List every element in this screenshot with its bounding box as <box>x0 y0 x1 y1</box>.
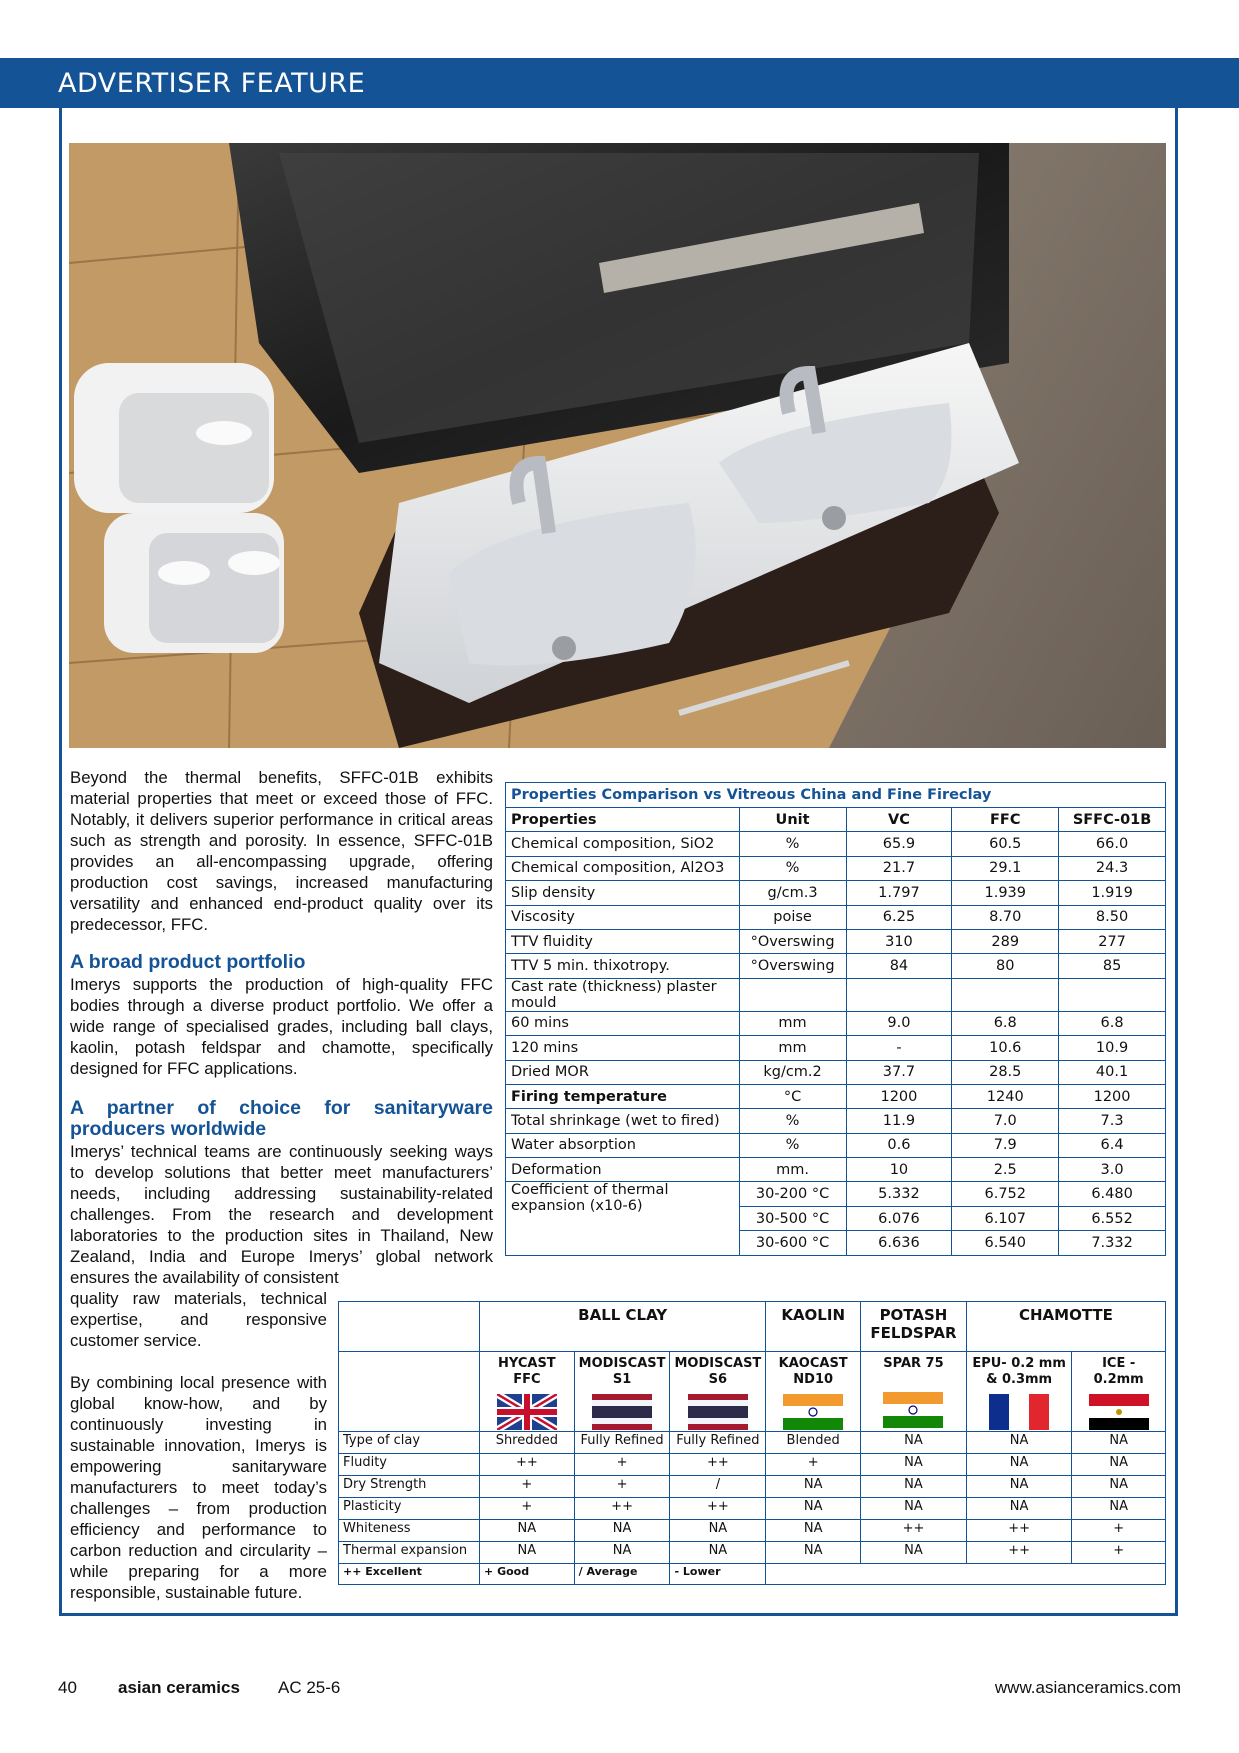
rating-cell: ++ <box>670 1498 766 1520</box>
property-value: % <box>739 1109 846 1133</box>
rating-cell: NA <box>480 1542 575 1564</box>
property-value <box>952 978 1059 1011</box>
legend-item: / Average <box>574 1564 670 1585</box>
table-row <box>506 978 1166 1011</box>
group-header: KAOLIN <box>766 1302 861 1352</box>
rating-cell: + <box>574 1454 670 1476</box>
product-name: HYCAST FFC <box>498 1356 556 1387</box>
property-value: 7.9 <box>952 1133 1059 1157</box>
group-header-row <box>339 1302 1166 1352</box>
property-value: 6.752 <box>952 1182 1059 1206</box>
egypt-flag-icon <box>1089 1394 1149 1430</box>
table-row <box>506 1133 1166 1157</box>
rating-cell: Shredded <box>480 1432 575 1454</box>
property-name: 60 mins <box>506 1011 740 1035</box>
india-flag-icon <box>883 1392 943 1428</box>
rating-cell: NA <box>1072 1432 1166 1454</box>
property-value: 1.797 <box>846 881 952 905</box>
property-value: °C <box>739 1084 846 1108</box>
property-value: 1.919 <box>1059 881 1166 905</box>
property-name: Chemical composition, SiO2 <box>506 832 740 856</box>
property-value: °Overswing <box>739 929 846 953</box>
rating-cell: ++ <box>861 1520 967 1542</box>
property-value: 9.0 <box>846 1011 952 1035</box>
row-label: Plasticity <box>339 1498 480 1520</box>
france-flag-icon <box>989 1394 1049 1430</box>
property-value: % <box>739 856 846 880</box>
product-cell <box>861 1352 967 1432</box>
table-row <box>506 954 1166 978</box>
rating-cell: NA <box>1072 1498 1166 1520</box>
property-value: 21.7 <box>846 856 952 880</box>
property-name: Coefficient of thermal expansion (x10-6) <box>506 1182 740 1255</box>
rating-cell: ++ <box>480 1454 575 1476</box>
property-value: 8.70 <box>952 905 1059 929</box>
property-value: 30-500 °C <box>739 1206 846 1230</box>
raw-materials-table <box>338 1301 1166 1585</box>
property-value: 29.1 <box>952 856 1059 880</box>
property-value: 6.25 <box>846 905 952 929</box>
product-name: ICE - 0.2mm <box>1093 1356 1144 1387</box>
property-value: 6.540 <box>952 1231 1059 1255</box>
rating-cell: + <box>480 1476 575 1498</box>
property-value: g/cm.3 <box>739 881 846 905</box>
legend-item: + Good <box>480 1564 575 1585</box>
rating-cell: NA <box>670 1520 766 1542</box>
table-row <box>506 1084 1166 1108</box>
property-value <box>846 978 952 1011</box>
table-row <box>506 1182 1166 1206</box>
table-row <box>339 1454 1166 1476</box>
property-value: 80 <box>952 954 1059 978</box>
property-value <box>739 978 846 1011</box>
column-header: Properties <box>506 808 740 832</box>
rating-cell: NA <box>670 1542 766 1564</box>
column-header: FFC <box>952 808 1059 832</box>
property-name: Deformation <box>506 1158 740 1182</box>
row-label: Type of clay <box>339 1432 480 1454</box>
property-value: 40.1 <box>1059 1060 1166 1084</box>
column-header: Unit <box>739 808 846 832</box>
table-row <box>506 832 1166 856</box>
legend-item: ++ Excellent <box>339 1564 480 1585</box>
empty-corner <box>339 1302 480 1352</box>
table-row <box>339 1476 1166 1498</box>
row-label: Thermal expansion <box>339 1542 480 1564</box>
property-name: Total shrinkage (wet to fired) <box>506 1109 740 1133</box>
table-title: Properties Comparison vs Vitreous China and Fine Fireclay <box>506 783 1166 808</box>
property-value: 6.8 <box>952 1011 1059 1035</box>
property-name: Firing temperature <box>506 1084 740 1108</box>
section-heading-partner: A partner of choice for sanitaryware producers worldwide <box>70 1097 493 1140</box>
table-header-row <box>506 808 1166 832</box>
property-name: 120 mins <box>506 1036 740 1060</box>
rating-cell: NA <box>966 1432 1071 1454</box>
table-row <box>506 1109 1166 1133</box>
rating-cell: NA <box>766 1542 861 1564</box>
product-name: EPU- 0.2 mm & 0.3mm <box>972 1356 1066 1387</box>
section-heading-portfolio: A broad product portfolio <box>70 951 306 973</box>
partner-paragraph-continued: quality raw materials, technical expertise, and responsive customer service. <box>70 1289 327 1350</box>
property-value: 6.8 <box>1059 1011 1166 1035</box>
property-name: Water absorption <box>506 1133 740 1157</box>
uk-flag-icon <box>497 1394 557 1430</box>
property-value: 3.0 <box>1059 1158 1166 1182</box>
properties-comparison-table <box>505 782 1166 1256</box>
property-value: 6.076 <box>846 1206 952 1230</box>
table-row <box>506 856 1166 880</box>
property-value: 1200 <box>846 1084 952 1108</box>
property-value: 1.939 <box>952 881 1059 905</box>
bathroom-vanity-photo <box>69 143 1166 748</box>
property-value: 6.552 <box>1059 1206 1166 1230</box>
rating-cell: ++ <box>574 1498 670 1520</box>
property-value: 10.9 <box>1059 1036 1166 1060</box>
rating-cell: NA <box>861 1498 967 1520</box>
table-row <box>506 1011 1166 1035</box>
rating-cell: + <box>1072 1520 1166 1542</box>
product-cell <box>670 1352 766 1432</box>
product-cell <box>766 1352 861 1432</box>
rating-cell: + <box>480 1498 575 1520</box>
property-value: 1200 <box>1059 1084 1166 1108</box>
rating-cell: Blended <box>766 1432 861 1454</box>
rating-cell: NA <box>480 1520 575 1542</box>
property-value: 0.6 <box>846 1133 952 1157</box>
product-cell <box>480 1352 575 1432</box>
property-value: 8.50 <box>1059 905 1166 929</box>
rating-cell: Fully Refined <box>574 1432 670 1454</box>
row-label: Fludity <box>339 1454 480 1476</box>
legend-item: - Lower <box>670 1564 766 1585</box>
property-value: mm <box>739 1011 846 1035</box>
column-header: VC <box>846 808 952 832</box>
rating-cell: ++ <box>966 1520 1071 1542</box>
property-value: 6.4 <box>1059 1133 1166 1157</box>
rating-cell: + <box>574 1476 670 1498</box>
rating-cell: NA <box>861 1542 967 1564</box>
product-cell <box>574 1352 670 1432</box>
property-value: 5.332 <box>846 1182 952 1206</box>
property-value: % <box>739 1133 846 1157</box>
row-label: Dry Strength <box>339 1476 480 1498</box>
property-value: 65.9 <box>846 832 952 856</box>
property-value: 7.3 <box>1059 1109 1166 1133</box>
property-value: 6.480 <box>1059 1182 1166 1206</box>
property-value: % <box>739 832 846 856</box>
property-value: 1240 <box>952 1084 1059 1108</box>
table-row <box>339 1542 1166 1564</box>
property-value: kg/cm.2 <box>739 1060 846 1084</box>
rating-cell: NA <box>861 1476 967 1498</box>
table-row <box>506 1036 1166 1060</box>
property-value: 7.332 <box>1059 1231 1166 1255</box>
property-value: 310 <box>846 929 952 953</box>
product-name: KAOCAST ND10 <box>778 1356 848 1387</box>
table-row <box>339 1432 1166 1454</box>
rating-cell: NA <box>766 1476 861 1498</box>
group-header: CHAMOTTE <box>966 1302 1165 1352</box>
table-row <box>339 1520 1166 1542</box>
property-name: Slip density <box>506 881 740 905</box>
property-name: Viscosity <box>506 905 740 929</box>
property-value: 66.0 <box>1059 832 1166 856</box>
rating-cell: NA <box>766 1498 861 1520</box>
india-flag-icon <box>783 1394 843 1430</box>
rating-cell: NA <box>966 1454 1071 1476</box>
property-value: poise <box>739 905 846 929</box>
legend-spacer <box>766 1564 1166 1585</box>
property-value: 28.5 <box>952 1060 1059 1084</box>
rating-cell: NA <box>966 1498 1071 1520</box>
website-url: www.asianceramics.com <box>994 1678 1181 1697</box>
product-name: MODISCAST S1 <box>578 1356 666 1387</box>
property-value: 60.5 <box>952 832 1059 856</box>
property-value: mm. <box>739 1158 846 1182</box>
property-value: 2.5 <box>952 1158 1059 1182</box>
rating-cell: NA <box>1072 1454 1166 1476</box>
section-label: ADVERTISER FEATURE <box>58 68 366 99</box>
property-value: 7.0 <box>952 1109 1059 1133</box>
rating-cell: NA <box>1072 1476 1166 1498</box>
issue-number: AC 25-6 <box>278 1678 341 1697</box>
column-header: SFFC-01B <box>1059 808 1166 832</box>
rating-cell: ++ <box>670 1454 766 1476</box>
property-value: 11.9 <box>846 1109 952 1133</box>
group-header: POTASH FELDSPAR <box>861 1302 967 1352</box>
group-header: BALL CLAY <box>480 1302 766 1352</box>
product-name: MODISCAST S6 <box>674 1356 762 1387</box>
property-value: 24.3 <box>1059 856 1166 880</box>
legend-row <box>339 1564 1166 1585</box>
rating-cell: + <box>1072 1542 1166 1564</box>
property-value: 277 <box>1059 929 1166 953</box>
property-value: 10 <box>846 1158 952 1182</box>
property-value: 6.636 <box>846 1231 952 1255</box>
thailand-flag-icon <box>688 1394 748 1430</box>
magazine-name: asian ceramics <box>118 1678 240 1697</box>
property-name: TTV 5 min. thixotropy. <box>506 954 740 978</box>
property-value: mm <box>739 1036 846 1060</box>
product-name: SPAR 75 <box>883 1356 944 1371</box>
property-value: 10.6 <box>952 1036 1059 1060</box>
property-value: °Overswing <box>739 954 846 978</box>
property-name: Dried MOR <box>506 1060 740 1084</box>
table-row <box>506 1158 1166 1182</box>
rating-cell: NA <box>861 1432 967 1454</box>
property-value: 84 <box>846 954 952 978</box>
table-row <box>506 929 1166 953</box>
property-value: 37.7 <box>846 1060 952 1084</box>
table-row <box>506 1060 1166 1084</box>
table-row <box>506 881 1166 905</box>
rating-cell: Fully Refined <box>670 1432 766 1454</box>
partner-paragraph: Imerys’ technical teams are continuously seeking ways to develop solutions that better meet manufacturers’ needs, including addressing sustainability-related challenges. From the research and development laboratories to the production sites in Thailand, New Zealand, India and Europe Imerys’ global network ensures the availability of consistent <box>70 1142 493 1287</box>
rating-cell: NA <box>574 1542 670 1564</box>
property-name: Cast rate (thickness) plaster mould <box>506 978 740 1011</box>
property-name: TTV fluidity <box>506 929 740 953</box>
rating-cell: ++ <box>966 1542 1071 1564</box>
product-cell <box>966 1352 1071 1432</box>
closing-paragraph: By combining local presence with global know-how, and by continuously investing in sustainable innovation, Imerys is empowering sanitaryware manufacturers to meet today’s challenges – from production efficiency and performance to carbon reduction and circularity – while preparing for a more responsible, sustainable future. <box>70 1373 327 1602</box>
table-row <box>339 1498 1166 1520</box>
property-value: 6.107 <box>952 1206 1059 1230</box>
property-name: Chemical composition, Al2O3 <box>506 856 740 880</box>
portfolio-paragraph: Imerys supports the production of high-quality FFC bodies through a diverse product portfolio. We offer a wide range of specialised grades, including ball clays, kaolin, potash feldspar and chamotte, specifically designed for FFC applications. <box>70 975 493 1078</box>
page-number: 40 <box>58 1678 77 1697</box>
section-banner <box>0 58 1239 108</box>
product-row <box>339 1352 1166 1432</box>
property-value: 30-200 °C <box>739 1182 846 1206</box>
intro-paragraph: Beyond the thermal benefits, SFFC-01B exhibits material properties that meet or exceed those of FFC. Notably, it delivers superior performance in critical areas such as strength and porosity. In essence, SFFC-01B provides an all-encompassing upgrade, offering production cost savings, increased manufacturing versatility and enhanced end-product quality over its predecessor, FFC. <box>70 768 493 934</box>
property-value: 30-600 °C <box>739 1231 846 1255</box>
table-row <box>506 905 1166 929</box>
rating-cell: / <box>670 1476 766 1498</box>
property-value: 85 <box>1059 954 1166 978</box>
property-value: 289 <box>952 929 1059 953</box>
empty-corner <box>339 1352 480 1432</box>
rating-cell: NA <box>574 1520 670 1542</box>
rating-cell: + <box>766 1454 861 1476</box>
rating-cell: NA <box>861 1454 967 1476</box>
rating-cell: NA <box>966 1476 1071 1498</box>
product-cell <box>1072 1352 1166 1432</box>
thailand-flag-icon <box>592 1394 652 1430</box>
property-value: - <box>846 1036 952 1060</box>
property-value <box>1059 978 1166 1011</box>
rating-cell: NA <box>766 1520 861 1542</box>
row-label: Whiteness <box>339 1520 480 1542</box>
